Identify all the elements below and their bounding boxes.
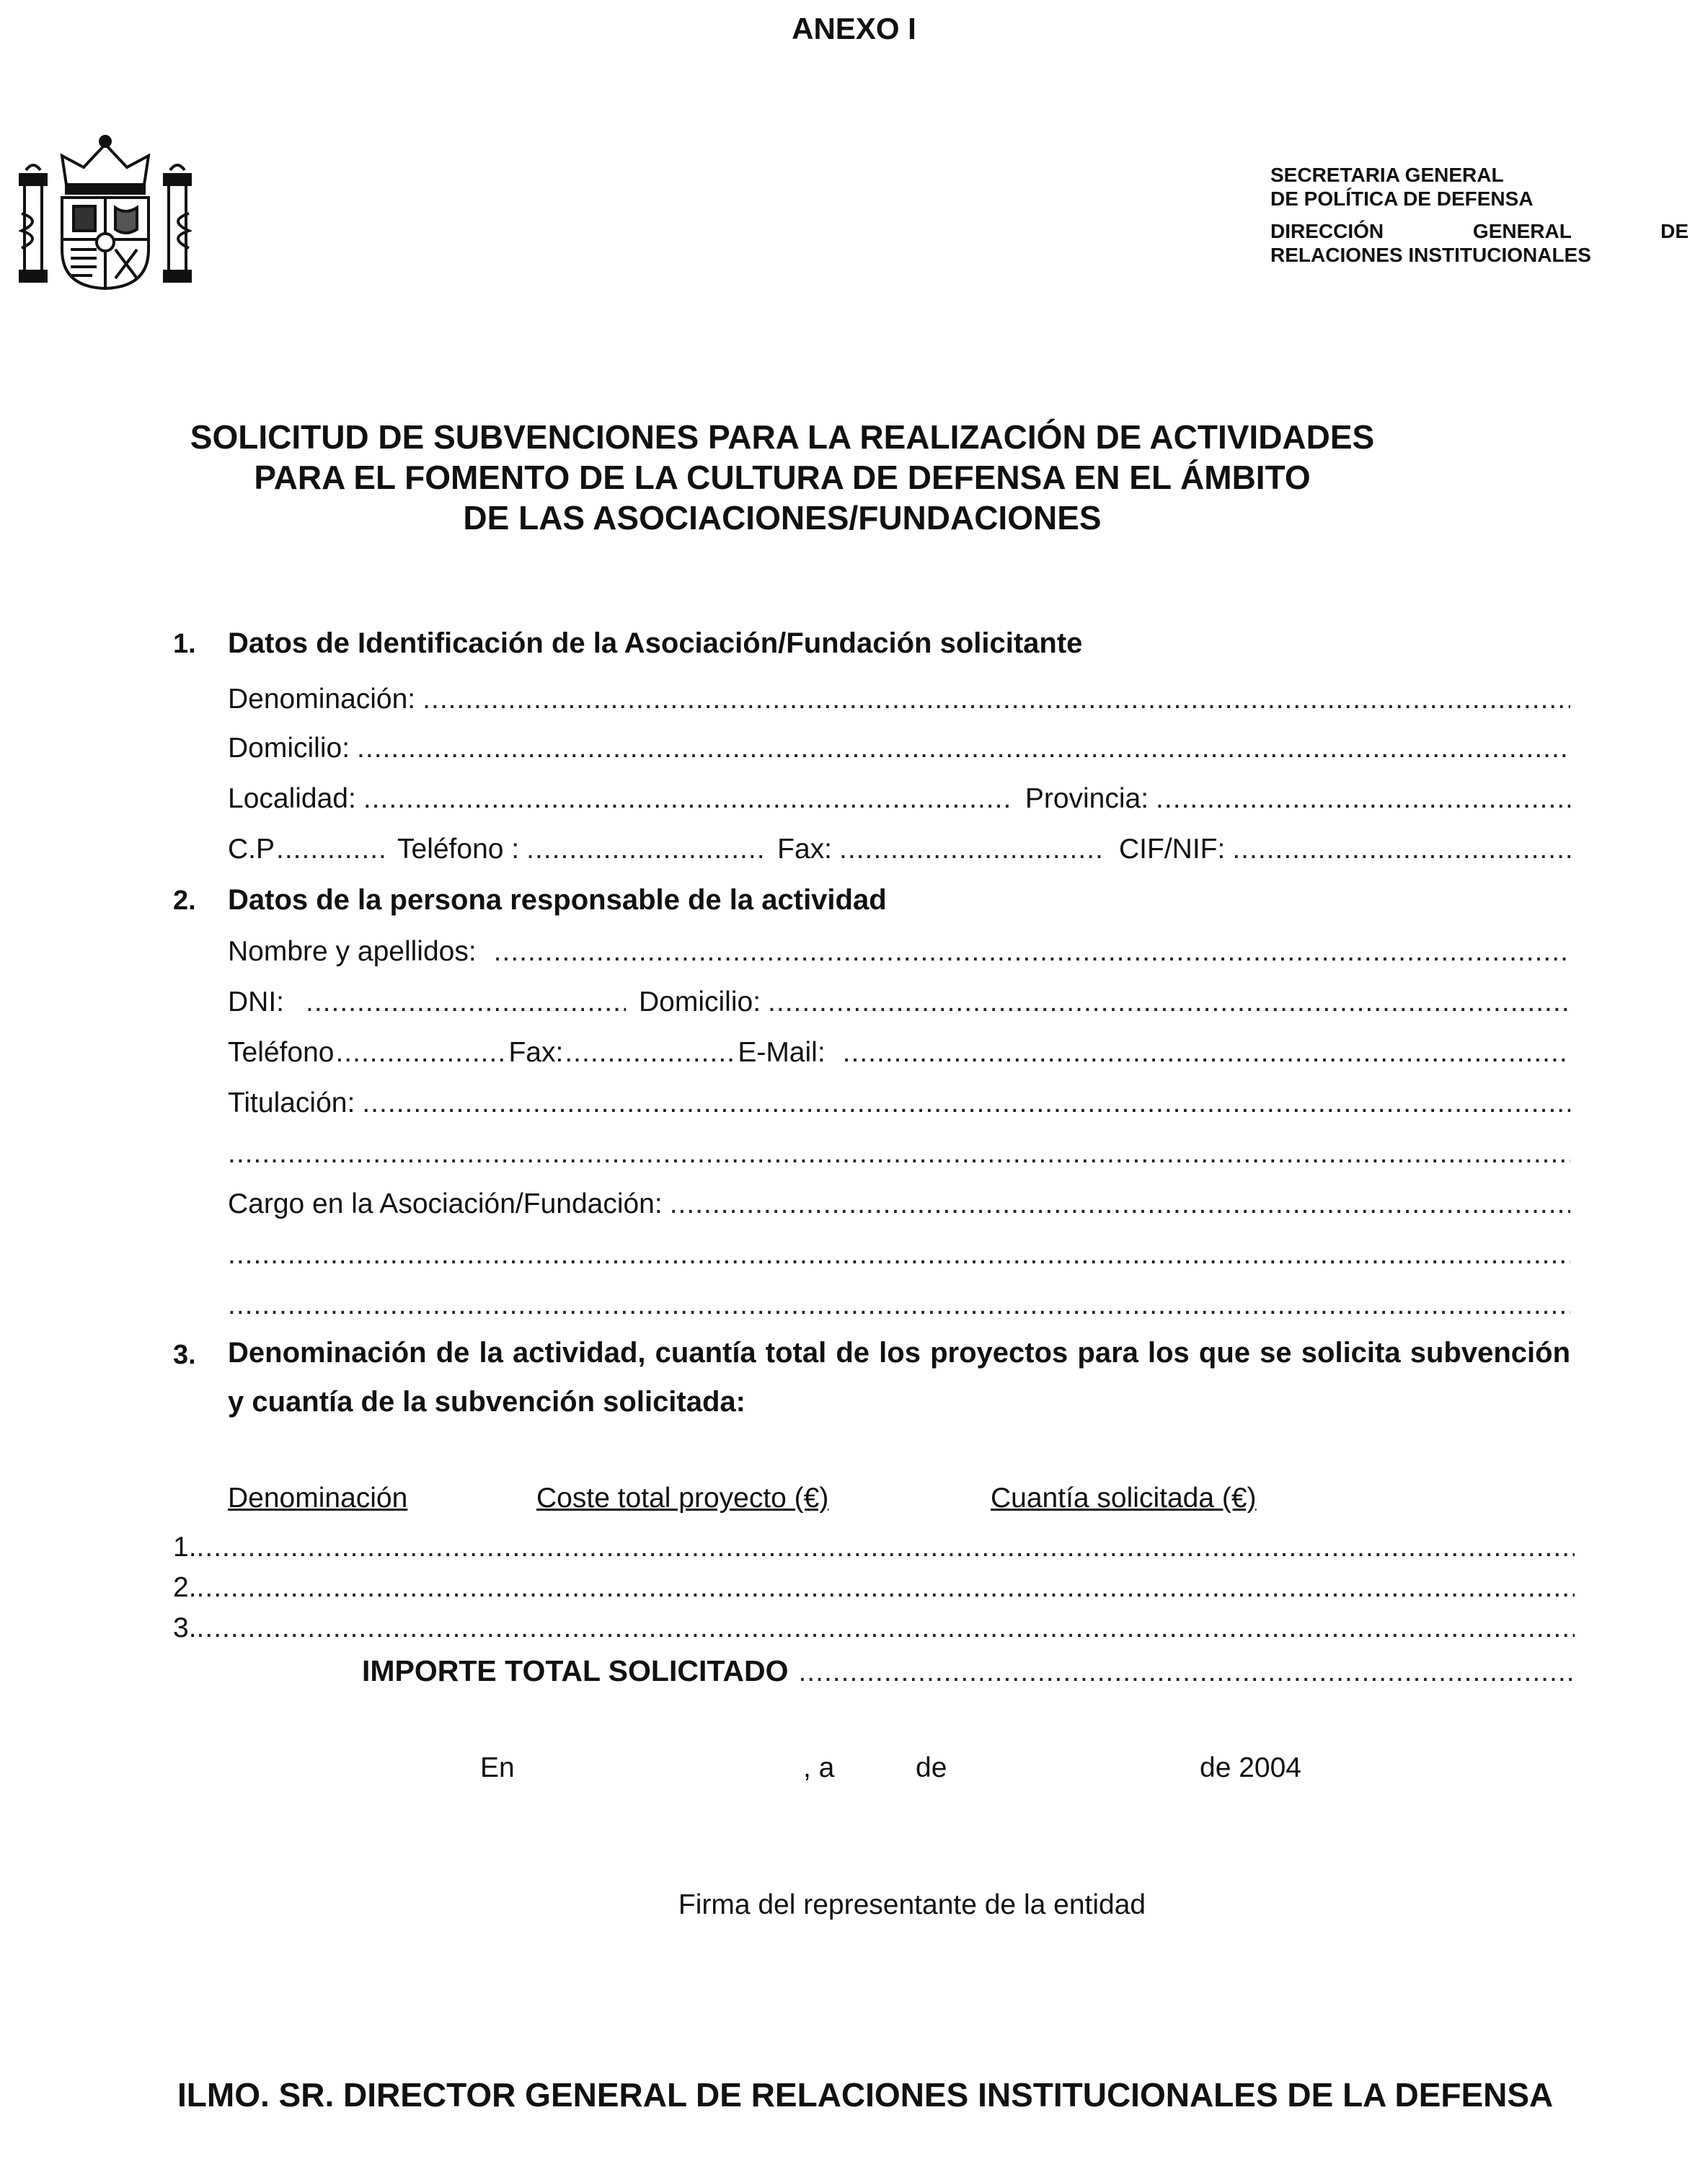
fax-persona-fill-line[interactable]: [565, 1037, 738, 1069]
row-number: 2.: [173, 1572, 197, 1603]
provincia-fill-line[interactable]: [1156, 783, 1570, 815]
row-number: 1.: [173, 1532, 197, 1563]
denominacion-label: Denominación:: [228, 684, 416, 715]
field-telefono-fax-email[interactable]: [228, 1037, 1570, 1073]
dni-label: DNI:: [228, 986, 284, 1017]
dni-fill-line[interactable]: [306, 986, 626, 1018]
importe-total-fill-line[interactable]: [798, 1656, 1575, 1688]
cargo-label: Cargo en la Asociación/Fundación:: [228, 1188, 663, 1219]
domicilio-fill-line[interactable]: [357, 733, 1570, 764]
field-domicilio[interactable]: [228, 733, 1570, 769]
field-denominacion[interactable]: [228, 684, 1570, 720]
field-cargo-continued-1[interactable]: [228, 1239, 1570, 1275]
provincia-label: Provincia:: [1025, 783, 1149, 814]
localidad-label: Localidad:: [228, 783, 356, 814]
annex-title: ANEXO I: [792, 12, 916, 45]
column-header-coste: Coste total proyecto (€): [536, 1483, 829, 1514]
cif-label: CIF/NIF:: [1119, 834, 1226, 865]
year-label: de 2004: [1200, 1752, 1301, 1783]
directorate-line-1: DIRECCIÓN GENERAL DE: [1270, 220, 1689, 242]
row-fill-line[interactable]: [197, 1532, 1575, 1563]
domicilio-persona-fill-line[interactable]: [768, 986, 1570, 1018]
cif-fill-line[interactable]: [1232, 834, 1570, 865]
title-line-3: DE LAS ASOCIACIONES/FUNDACIONES: [463, 499, 1102, 537]
section-3-heading: Denominación de la actividad, cuantía total de los proyectos para los que se solicita subvención y cuantía de la subvención solicitada:: [228, 1337, 1570, 1418]
cargo-fill-line-3[interactable]: [228, 1289, 1570, 1321]
telefono-persona-label: Teléfono: [228, 1037, 335, 1068]
month-label: de: [916, 1752, 947, 1783]
email-label: E-Mail:: [738, 1037, 826, 1068]
titulacion-fill-line-2[interactable]: [228, 1138, 1570, 1170]
section-1-number: 1.: [173, 629, 196, 659]
titulacion-label: Titulación:: [228, 1087, 355, 1118]
row-number: 3.: [173, 1612, 197, 1643]
section-3-number: 3.: [173, 1340, 196, 1370]
section-2-heading: Datos de la persona responsable de la actividad: [228, 884, 887, 916]
fax-fill-line[interactable]: [839, 834, 1106, 865]
field-titulacion[interactable]: [228, 1087, 1570, 1123]
issuing-office: [1270, 163, 1689, 267]
row-fill-line[interactable]: [197, 1572, 1575, 1604]
telefono-label: Teléfono :: [397, 834, 520, 865]
nombre-fill-line[interactable]: [494, 936, 1570, 968]
field-localidad-provincia[interactable]: [228, 783, 1570, 819]
telefono-persona-fill-line[interactable]: [335, 1037, 508, 1069]
domicilio-label: Domicilio:: [228, 733, 350, 764]
denominacion-fill-line[interactable]: [422, 684, 1570, 715]
place-label: En: [480, 1752, 515, 1783]
addressee: ILMO. SR. DIRECTOR GENERAL DE RELACIONES INSTITUCIONALES DE LA DEFENSA: [177, 2076, 1554, 2114]
spain-coat-of-arms-icon: [19, 134, 192, 291]
table-row[interactable]: [173, 1532, 1575, 1565]
ministry-line-1: SECRETARIA GENERAL: [1270, 164, 1504, 186]
cp-fill-line[interactable]: [276, 834, 384, 865]
titulacion-fill-line[interactable]: [362, 1087, 1570, 1119]
field-cargo[interactable]: [228, 1188, 1570, 1224]
localidad-fill-line[interactable]: [363, 783, 1012, 815]
field-nombre[interactable]: [228, 936, 1570, 972]
signature-caption: Firma del representante de la entidad: [678, 1889, 1146, 1920]
nombre-label: Nombre y apellidos:: [228, 936, 477, 967]
field-cp-telefono-fax-cif[interactable]: [228, 834, 1570, 870]
cp-label: C.P: [228, 834, 275, 865]
field-importe-total[interactable]: [362, 1654, 1575, 1690]
title-line-1: SOLICITUD DE SUBVENCIONES PARA LA REALIZACIÓN DE ACTIVIDADES: [190, 418, 1375, 456]
importe-total-label: IMPORTE TOTAL SOLICITADO: [362, 1654, 789, 1687]
directorate-line-2: RELACIONES INSTITUCIONALES: [1270, 244, 1591, 266]
field-cargo-continued-2[interactable]: [228, 1289, 1570, 1325]
section-2-number: 2.: [173, 886, 196, 916]
title-line-2: PARA EL FOMENTO DE LA CULTURA DE DEFENSA EN EL ÁMBITO: [254, 459, 1311, 496]
day-label: , a: [803, 1752, 835, 1783]
ministry-line-2: DE POLÍTICA DE DEFENSA: [1270, 187, 1534, 210]
telefono-fill-line[interactable]: [526, 834, 764, 865]
column-header-cuantia: Cuantía solicitada (€): [991, 1483, 1257, 1514]
section-1-heading: Datos de Identificación de la Asociación/Fundación solicitante: [228, 627, 1083, 659]
column-header-denominacion: Denominación: [228, 1483, 408, 1514]
fax-persona-label: Fax:: [508, 1037, 564, 1068]
field-titulacion-continued[interactable]: [228, 1138, 1570, 1174]
email-fill-line[interactable]: [843, 1037, 1570, 1069]
cargo-fill-line-2[interactable]: [228, 1239, 1570, 1271]
row-fill-line[interactable]: [197, 1612, 1575, 1644]
domicilio-persona-label: Domicilio:: [639, 986, 761, 1017]
table-row[interactable]: [173, 1612, 1575, 1646]
table-row[interactable]: [173, 1572, 1575, 1605]
field-dni-domicilio[interactable]: [228, 986, 1570, 1023]
cargo-fill-line[interactable]: [670, 1188, 1570, 1220]
fax-label: Fax:: [777, 834, 832, 865]
form-title: [173, 417, 1391, 538]
